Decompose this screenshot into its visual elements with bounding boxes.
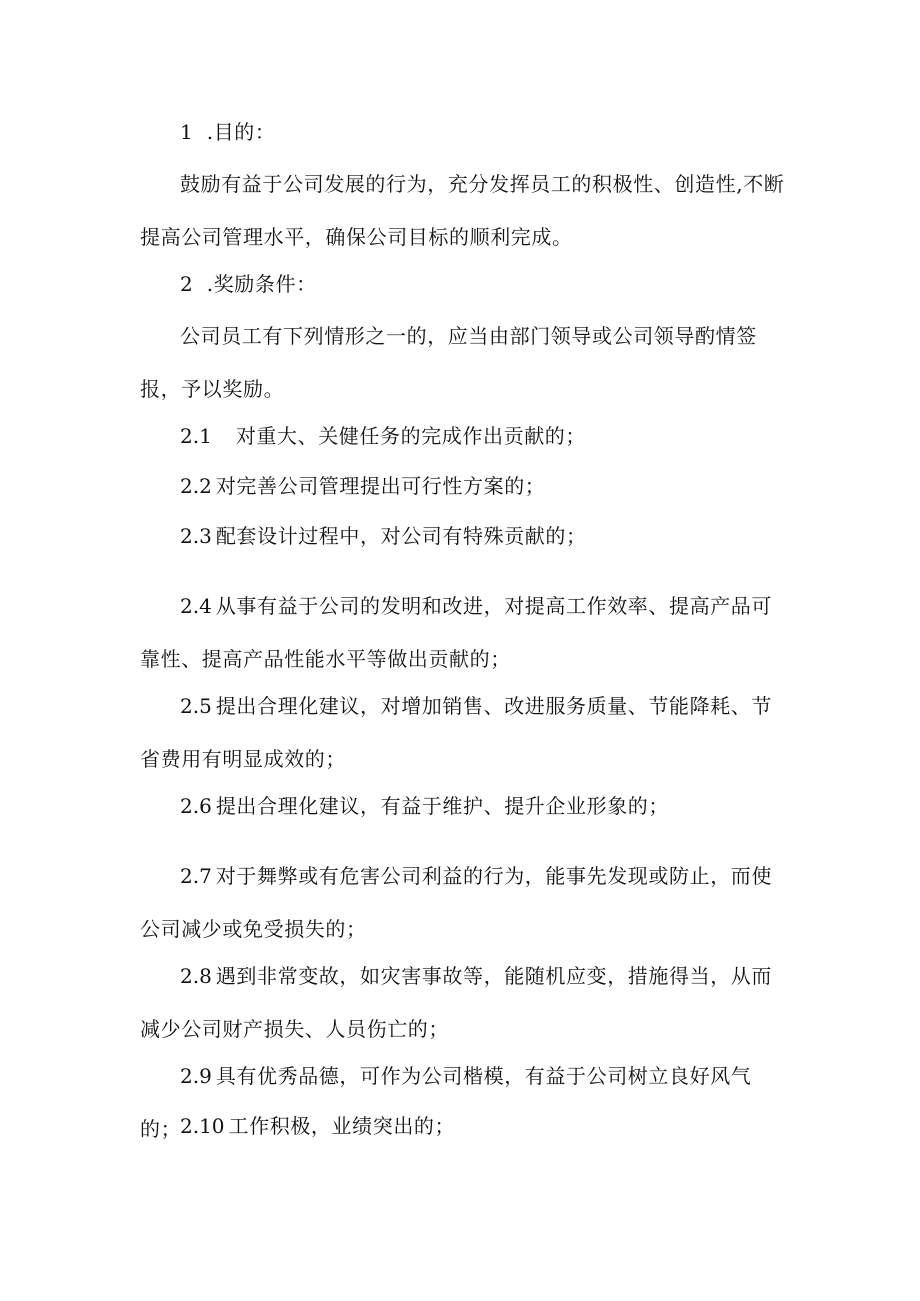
item-number: 2.8 (180, 964, 212, 988)
list-item (140, 460, 788, 513)
item-text: 提出合理化建议，有益于维护、提升企业形象的； (215, 794, 670, 818)
list-item (140, 1100, 788, 1153)
list-item (140, 780, 788, 833)
item-text: 具有优秀品德，可作为公司楷模，有益于公司树立良好风气的； (140, 1064, 752, 1141)
item-text: 配套设计过程中，对公司有特殊贡献的； (215, 524, 587, 548)
section-number: 1 (180, 120, 193, 144)
item-text: 对于舞弊或有危害公司利益的行为，能事先发现或防止，而使公司减少或免受损失的； (140, 864, 773, 941)
item-number: 2.2 (180, 474, 212, 498)
section-heading-purpose (140, 106, 788, 159)
list-item (140, 510, 788, 563)
item-text: 对完善公司管理提出可行性方案的； (215, 474, 546, 498)
item-number: 2.3 (180, 524, 212, 548)
item-number: 2.5 (180, 694, 212, 718)
item-number: 2.7 (180, 864, 212, 888)
section-heading-conditions (140, 258, 788, 311)
section-number: 2 (180, 272, 193, 296)
item-number: 2.1 (180, 424, 212, 448)
item-text: 提出合理化建议，对增加销售、改进服务质量、节能降耗、节省费用有明显成效的； (140, 694, 773, 771)
conditions-intro-paragraph: 公司员工有下列情形之一的，应当由部门领导或公司领导酌情签报，予以奖励。 (140, 324, 757, 401)
item-text: 遇到非常变故，如灾害事故等，能随机应变，措施得当，从而减少公司财产损失、人员伤亡的； (140, 964, 773, 1041)
item-number: 2.9 (180, 1064, 212, 1088)
list-item (140, 850, 788, 956)
item-number: 2.4 (180, 594, 212, 618)
item-text: 工作积极，业绩突出的； (228, 1114, 456, 1138)
list-item (140, 680, 788, 786)
list-item (140, 950, 788, 1056)
section-title: .目的： (206, 120, 276, 144)
section-title: .奖励条件： (206, 272, 317, 296)
item-number: 2.10 (180, 1114, 225, 1138)
purpose-paragraph: 鼓励有益于公司发展的行为，充分发挥员工的积极性、创造性,不断提高公司管理水平，确保公司目标的顺利完成。 (140, 172, 785, 249)
item-number: 2.6 (180, 794, 212, 818)
item-text: 从事有益于公司的发明和改进，对提高工作效率、提高产品可靠性、提高产品性能水平等做出贡献的； (140, 594, 773, 671)
item-text: 对重大、关健任务的完成作出贡献的； (235, 424, 587, 448)
list-item (140, 410, 788, 463)
list-item (140, 580, 788, 686)
